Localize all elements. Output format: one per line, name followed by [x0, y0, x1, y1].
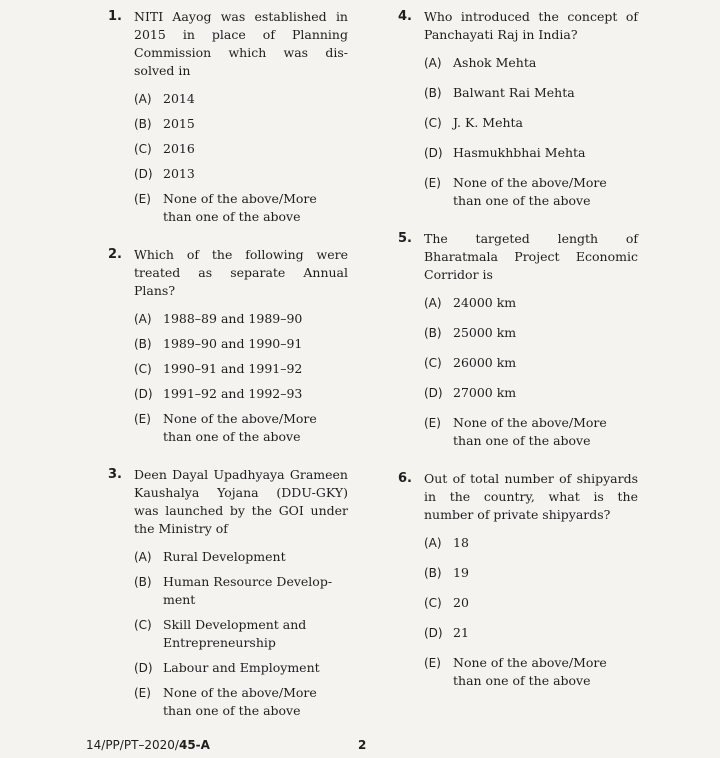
option-label: (D) — [424, 146, 443, 160]
option-text: J. K. Mehta — [453, 115, 523, 130]
option-b — [424, 324, 638, 342]
option-text: Human Resource Develop-ment — [163, 574, 333, 607]
option-text: 2015 — [163, 116, 195, 131]
option-text: None of the above/More than one of the above — [453, 175, 607, 208]
option-text: None of the above/More than one of the above — [163, 411, 317, 444]
option-label: (A) — [424, 536, 442, 550]
option-label: (E) — [134, 412, 151, 426]
option-label: (A) — [134, 92, 152, 106]
option-text: Balwant Rai Mehta — [453, 85, 575, 100]
question-6 — [398, 470, 638, 690]
question-2 — [108, 246, 348, 446]
option-text: 18 — [453, 535, 469, 550]
question-4 — [398, 8, 638, 210]
question-5 — [398, 230, 638, 450]
option-label: (B) — [134, 337, 152, 351]
option-text: None of the above/More than one of the above — [453, 655, 607, 688]
question-number: 3. — [108, 467, 122, 482]
option-label: (C) — [134, 362, 152, 376]
option-text: 24000 km — [453, 295, 517, 310]
option-b — [424, 84, 638, 102]
left-column — [108, 8, 348, 740]
question-number: 6. — [398, 471, 412, 486]
option-label: (C) — [134, 142, 152, 156]
option-text: Hasmukhbhai Mehta — [453, 145, 586, 160]
option-e — [424, 174, 638, 210]
option-d — [424, 624, 638, 642]
question-stem: Which of the following were treated as separate Annual Plans? — [134, 247, 348, 298]
option-d — [424, 384, 638, 402]
paper-code-prefix: 14/PP/PT–2020/ — [86, 738, 179, 752]
option-label: (A) — [134, 312, 152, 326]
option-d — [134, 165, 348, 183]
paper-code-series: 45-A — [178, 738, 210, 752]
option-text: Rural Development — [163, 549, 286, 564]
option-label: (D) — [134, 167, 153, 181]
option-a — [424, 294, 638, 312]
option-label: (B) — [424, 86, 442, 100]
option-b — [134, 573, 348, 609]
option-text: 1988–89 and 1989–90 — [163, 311, 303, 326]
option-text: None of the above/More than one of the above — [163, 685, 317, 718]
option-label: (E) — [424, 416, 441, 430]
option-text: Ashok Mehta — [453, 55, 537, 70]
option-label: (E) — [424, 656, 441, 670]
question-number: 4. — [398, 9, 412, 24]
option-c — [424, 354, 638, 372]
option-a — [134, 310, 348, 328]
option-text: 2016 — [163, 141, 195, 156]
question-stem: The targeted length of Bharatmala Project Economic Corridor is — [424, 231, 638, 282]
option-text: 1991–92 and 1992–93 — [163, 386, 303, 401]
option-label: (A) — [424, 296, 442, 310]
option-label: (E) — [424, 176, 441, 190]
option-a — [134, 548, 348, 566]
question-stem: Who introduced the concept of Panchayati Raj in India? — [424, 9, 638, 42]
option-label: (B) — [424, 566, 442, 580]
option-text: 2014 — [163, 91, 195, 106]
option-text: Skill Development and Entrepreneurship — [163, 617, 307, 650]
option-text: None of the above/More than one of the above — [163, 191, 317, 224]
option-text: 25000 km — [453, 325, 517, 340]
option-label: (A) — [424, 56, 442, 70]
option-a — [134, 90, 348, 108]
option-a — [424, 54, 638, 72]
option-label: (C) — [424, 116, 442, 130]
question-number: 5. — [398, 231, 412, 246]
option-text: 20 — [453, 595, 469, 610]
option-b — [134, 335, 348, 353]
option-b — [134, 115, 348, 133]
option-text: 19 — [453, 565, 469, 580]
option-d — [424, 144, 638, 162]
option-a — [424, 534, 638, 552]
option-label: (C) — [134, 618, 152, 632]
option-label: (D) — [134, 661, 153, 675]
question-stem: Deen Dayal Upadhyaya Grameen Kaushalya Yojana (DDU-GKY) was launched by the GOI under the Ministry of — [134, 467, 348, 536]
question-3 — [108, 466, 348, 720]
option-label: (B) — [134, 575, 152, 589]
option-c — [424, 114, 638, 132]
page-number: 2 — [358, 738, 367, 752]
question-stem: NITI Aayog was established in 2015 in place of Planning Commission which was dis-solved in — [134, 9, 348, 78]
option-text: 26000 km — [453, 355, 517, 370]
option-text: 2013 — [163, 166, 195, 181]
question-1 — [108, 8, 348, 226]
option-d — [134, 385, 348, 403]
option-b — [424, 564, 638, 582]
option-e — [424, 414, 638, 450]
option-c — [134, 140, 348, 158]
option-text: None of the above/More than one of the above — [453, 415, 607, 448]
option-c — [134, 360, 348, 378]
question-number: 2. — [108, 247, 122, 262]
question-number: 1. — [108, 9, 122, 24]
option-label: (C) — [424, 596, 442, 610]
option-label: (C) — [424, 356, 442, 370]
option-e — [424, 654, 638, 690]
right-column — [398, 8, 638, 710]
option-label: (B) — [134, 117, 152, 131]
option-label: (B) — [424, 326, 442, 340]
paper-code — [86, 738, 210, 752]
option-text: 1990–91 and 1991–92 — [163, 361, 303, 376]
option-text: 1989–90 and 1990–91 — [163, 336, 303, 351]
option-e — [134, 684, 348, 720]
option-e — [134, 410, 348, 446]
option-label: (D) — [424, 626, 443, 640]
option-text: 21 — [453, 625, 469, 640]
option-label: (A) — [134, 550, 152, 564]
option-label: (E) — [134, 686, 151, 700]
option-text: Labour and Employment — [163, 660, 320, 675]
option-text: 27000 km — [453, 385, 517, 400]
option-d — [134, 659, 348, 677]
question-stem: Out of total number of shipyards in the country, what is the number of private shipyards? — [424, 471, 638, 522]
option-c — [134, 616, 348, 652]
option-label: (E) — [134, 192, 151, 206]
option-e — [134, 190, 348, 226]
option-label: (D) — [134, 387, 153, 401]
option-c — [424, 594, 638, 612]
option-label: (D) — [424, 386, 443, 400]
